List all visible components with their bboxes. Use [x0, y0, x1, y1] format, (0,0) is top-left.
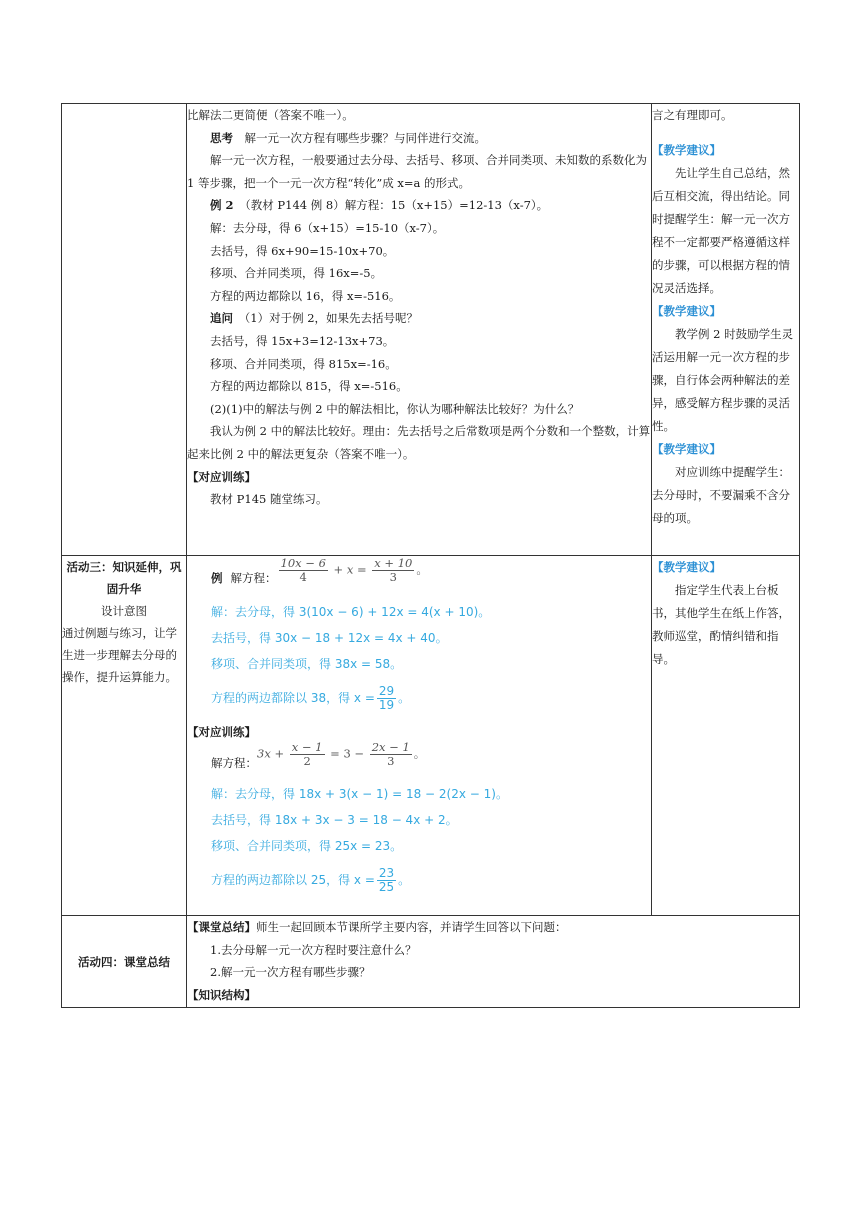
pr-sol-den: 25: [378, 879, 395, 894]
activity-4-content: [187, 916, 800, 1008]
example-2-label: 例 2: [210, 198, 234, 213]
summary-line: [187, 916, 799, 939]
think-line: [187, 127, 651, 150]
practice-solution: [187, 784, 651, 898]
tip-label-1: 【教学建议】: [652, 143, 721, 157]
activity-3-tips: [652, 556, 800, 916]
pr-d2: 3: [387, 753, 395, 768]
follow-up-label: 追问: [210, 311, 233, 326]
activity-2-tips: [652, 104, 800, 556]
row-activity-3: [62, 556, 800, 916]
pr-a: 3x +: [257, 746, 285, 760]
tip-label-4: 【教学建议】: [652, 560, 721, 574]
alt-step-1: 去括号，得 15x+3=12-13x+73。: [210, 333, 395, 348]
example-prompt: 解方程：: [230, 571, 277, 585]
tip-4: 指定学生代表上台板书，其他学生在纸上作答，教师巡堂，酌情纠错和指导。: [652, 583, 790, 666]
solution-step-1: 解：去分母，得 6（x+15）=15-10（x-7）。: [210, 220, 445, 235]
compare-question: (2)(1)中的解法与例 2 中的解法相比，你认为哪种解法比较好？为什么？: [210, 401, 580, 416]
question-1: 1.去分母解一元一次方程时要注意什么？: [210, 942, 417, 957]
pr-sol-num: 23: [378, 865, 395, 880]
activity-3-title: 活动三：知识延伸，巩固升华: [66, 560, 182, 596]
pr-sol-2: 去括号，得 18x + 3x − 3 = 18 − 4x + 2。: [211, 813, 458, 827]
example-2-text: （教材 P144 例 8）解方程：15（x+15）=12-13（x-7）。: [245, 198, 549, 213]
tip-label-3: 【教学建议】: [652, 442, 721, 456]
row-activity-4: [62, 916, 800, 1008]
practice-equation: [187, 739, 651, 784]
pr-d1: 2: [303, 753, 311, 768]
ex-lhs-num: 10x − 6: [280, 555, 326, 570]
tip-1: 先让学生自己总结，然后互相交流，得出结论。同时提醒学生：解一元一次方程不一定都要严格遵循这样的步骤，可以根据方程的情况灵活选择。: [652, 166, 790, 295]
pr-sol-4: 方程的两边都除以 25，得 x = $\frac{23}{25}$ 。: [211, 865, 411, 894]
left-cell-empty: [62, 104, 187, 556]
structure-label: 【知识结构】: [187, 987, 256, 1002]
ex-sol-3: 移项、合并同类项，得 38x = 58。: [211, 657, 403, 671]
solution-step-4: 方程的两边都除以 16，得 x=-516。: [210, 288, 401, 303]
example-label: 例: [211, 571, 223, 585]
pr-sol-3: 移项、合并同类项，得 25x = 23。: [211, 839, 403, 853]
ex-sol-2: 去括号，得 30x − 18 + 12x = 4x + 40。: [211, 631, 448, 645]
ex-rhs-num: x + 10: [374, 555, 413, 570]
pr-n2: 2x − 1: [371, 739, 410, 754]
steps-paragraph: 解一元一次方程，一般要通过去分母、去括号、移项、合并同类项、未知数的系数化为 1 等步骤，把一个一元一次方程“转化”成 x=a 的形式。: [187, 153, 647, 190]
tip-label-2: 【教学建议】: [652, 304, 721, 318]
activity-3-label-cell: [62, 556, 187, 916]
alt-step-2: 移项、合并同类项，得 815x=-16。: [210, 356, 397, 371]
compare-answer: 我认为例 2 中的解法比较好。理由：先去括号之后常数项是两个分数和一个整数，计算起来比例 2 中的解法更复杂（答案不唯一）。: [187, 424, 651, 461]
pr-sol-1: 解：去分母，得 18x + 3(x − 1) = 18 − 2(2x − 1)。: [211, 787, 508, 801]
ex-lhs-den: 4: [299, 569, 307, 584]
ex-plus: + x =: [333, 562, 367, 576]
row-activity-2: [62, 104, 800, 556]
example-solution: [187, 602, 651, 716]
practice-text: 教材 P145 随堂练习。: [210, 492, 328, 507]
pr-n1: x − 1: [291, 739, 323, 754]
follow-up-line: [187, 307, 651, 330]
alt-step-3: 方程的两边都除以 815，得 x=-516。: [210, 379, 408, 394]
ex-sol-4-text: 方程的两边都除以 38，得 x =: [211, 691, 375, 705]
tip-3: 对应训练中提醒学生：去分母时，不要漏乘不含分母的项。: [652, 465, 790, 525]
pr-end: 。: [413, 746, 426, 760]
ex-sol-1: 解：去分母，得 3(10x − 6) + 12x = 4(x + 10)。: [211, 605, 491, 619]
activity-3-content: [187, 556, 652, 916]
think-text: 解一元一次方程有哪些步骤？与同伴进行交流。: [244, 130, 486, 145]
line-conclusion: 比解法二更简便（答案不唯一）。: [187, 108, 354, 122]
pr-sol-4-text: 方程的两边都除以 25，得 x =: [211, 873, 375, 887]
summary-text: 师生一起回顾本节课所学主要内容，并请学生回答以下问题：: [256, 920, 567, 934]
think-label: 思考: [210, 130, 233, 145]
design-intent-label: 设计意图: [101, 604, 147, 618]
question-2: 2.解一元一次方程有哪些步骤？: [210, 965, 371, 980]
pr-b: = 3 −: [330, 746, 365, 760]
activity-2-content: [187, 104, 652, 556]
example-equation: [187, 555, 651, 594]
ex-rhs-den: 3: [389, 569, 397, 584]
activity-4-label-cell: [62, 916, 187, 1008]
solution-step-3: 移项、合并同类项，得 16x=-5。: [210, 266, 383, 281]
ex-sol-4: 方程的两边都除以 38，得 x = $\frac{29}{19}$ 。: [211, 683, 411, 712]
ex-sol-den: 19: [378, 697, 395, 712]
practice-formula: [257, 741, 425, 768]
example-formula: [277, 557, 428, 584]
ex-end: 。: [416, 562, 428, 576]
ex-sol-num: 29: [378, 683, 395, 698]
tip-first-line: 言之有理即可。: [652, 108, 733, 122]
summary-label: 【课堂总结】: [187, 920, 256, 934]
activity-4-title: 活动四：课堂总结: [78, 954, 170, 969]
follow-up-text: （1）对于例 2，如果先去括号呢？: [244, 311, 419, 326]
example-2-line: [187, 194, 651, 217]
solution-step-2: 去括号，得 6x+90=15-10x+70。: [210, 243, 395, 258]
practice-label: 【对应训练】: [187, 469, 256, 484]
practice-label-3: 【对应训练】: [187, 725, 256, 739]
tip-2: 教学例 2 时鼓励学生灵活运用解一元一次方程的步骤，自行体会两种解法的差异，感受解方程步骤的灵活性。: [652, 327, 794, 433]
lesson-table: [61, 103, 800, 1008]
practice-prompt: 解方程：: [211, 756, 257, 770]
design-intent-text: 通过例题与练习，让学生进一步理解去分母的操作，提升运算能力。: [62, 626, 177, 684]
